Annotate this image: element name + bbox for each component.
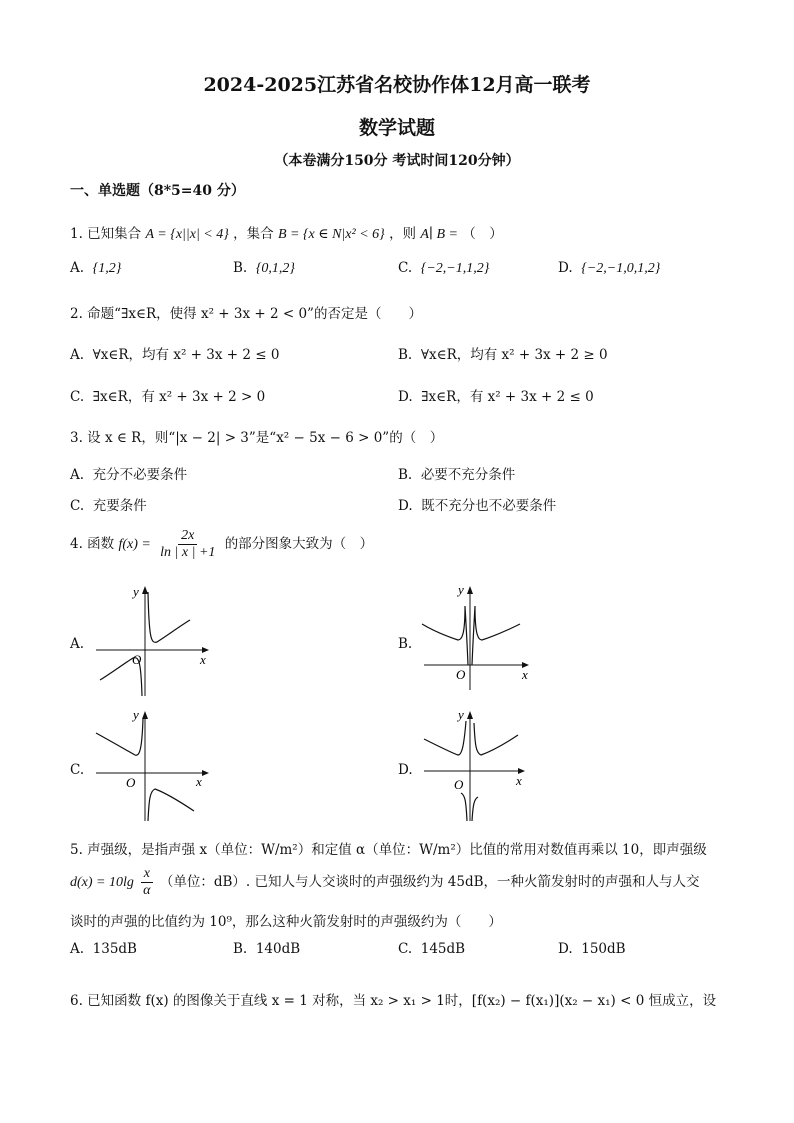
graph-label-a: A. bbox=[70, 636, 85, 652]
question-1 bbox=[70, 222, 503, 243]
q2-option-b: B. ∀x∈R，均有 x² + 3x + 2 ≥ 0 bbox=[398, 347, 608, 363]
graph-b bbox=[418, 580, 548, 700]
q1-set-b: B = {x ∈ N|x² < 6} bbox=[277, 227, 385, 242]
graph-b-x-label: x bbox=[522, 667, 528, 682]
section-heading: 一、单选题（8*5=40 分） bbox=[70, 183, 245, 199]
graph-b-y-label: y bbox=[458, 582, 464, 597]
graph-c-y-arrow bbox=[142, 711, 148, 719]
q5-option-d: D. 150dB bbox=[558, 941, 626, 957]
graph-a-x-label: x bbox=[200, 652, 206, 667]
q1-paren: （ ） bbox=[462, 226, 503, 242]
paper-title: 2024-2025江苏省名校协作体12月高一联考 bbox=[203, 74, 591, 96]
q5-dx: d(x) = 10lg bbox=[70, 875, 134, 890]
graph-c bbox=[90, 705, 220, 825]
graph-d-curve-right bbox=[474, 723, 518, 755]
q3-option-d: D. 既不充分也不必要条件 bbox=[398, 498, 557, 514]
question-5-line-1: 5. 声强级，是指声强 x（单位：W/m²）和定值 α（单位：W/m²）比值的常用对数值再乘以 10，即声强级 bbox=[70, 842, 707, 858]
graph-b-curve-right bbox=[472, 606, 520, 665]
q1-option-b: B. {0,1,2} bbox=[233, 260, 296, 276]
q5-option-c: C. 145dB bbox=[398, 941, 466, 957]
graph-label-b: B. bbox=[398, 636, 413, 652]
graph-c-curve-right bbox=[148, 789, 194, 821]
graph-c-y-label: y bbox=[133, 707, 139, 722]
q4-fraction: $\frac{2x}{\ln | x | +1}$ bbox=[160, 528, 216, 560]
question-6: 6. 已知函数 f(x) 的图像关于直线 x = 1 对称，当 x₂ > x₁ > 1时，[f(x₂) − f(x₁)](x₂ − x₁) < 0 恒成立，设 bbox=[70, 993, 717, 1009]
q2-option-c: C. ∃x∈R，有 x² + 3x + 2 > 0 bbox=[70, 389, 266, 405]
graph-d bbox=[418, 705, 548, 825]
paper-subtitle: 数学试题 bbox=[358, 117, 435, 139]
graph-d-x-label: x bbox=[516, 773, 522, 788]
graph-b-origin: O bbox=[456, 667, 466, 682]
graph-a-y-label: y bbox=[133, 584, 139, 599]
graph-b-curve-left bbox=[422, 606, 468, 665]
q1-mid: ，集合 bbox=[233, 226, 274, 242]
q5-fraction: $\frac{x}{\alpha}$ bbox=[140, 866, 153, 899]
paper-note: （本卷满分150分 考试时间120分钟） bbox=[274, 153, 520, 169]
q3-option-a: A. 充分不必要条件 bbox=[70, 467, 188, 483]
q3-option-b: B. 必要不充分条件 bbox=[398, 467, 516, 483]
question-5-line-2: d(x) = 10lg $\frac{x}{\alpha}$ （单位：dB）. 已知人与人交谈时的声强级约为 45dB，一种火箭发射时的声强和人与人交 bbox=[70, 866, 700, 898]
question-3: 3. 设 x ∈ R，则“|x − 2| > 3”是“x² − 5x − 6 > 0”的（ ） bbox=[70, 430, 444, 446]
q1-tail: ，则 bbox=[389, 226, 417, 242]
graph-c-origin: O bbox=[126, 775, 136, 790]
q2-option-a: A. ∀x∈R，均有 x² + 3x + 2 ≤ 0 bbox=[70, 347, 280, 363]
q1-option-c: C. {−2,−1,1,2} bbox=[398, 260, 490, 276]
q1-set-a: A = {x||x| < 4} bbox=[145, 227, 229, 242]
graph-a-curve-right bbox=[148, 592, 190, 642]
graph-d-curve-right-lower bbox=[472, 797, 478, 821]
graph-label-c: C. bbox=[70, 762, 85, 778]
q3-option-c: C. 充要条件 bbox=[70, 498, 147, 514]
question-2: 2. 命题“∃x∈R，使得 x² + 3x + 2 < 0”的否定是（ ） bbox=[70, 306, 422, 322]
question-5-line-3: 谈时的声强的比值约为 10⁹，那么这种火箭发射时的声强级约为（ ） bbox=[70, 914, 502, 930]
graph-a-origin: O bbox=[132, 652, 142, 667]
graph-c-curve-left bbox=[96, 719, 143, 755]
q1-option-a: A. {1,2} bbox=[70, 260, 122, 276]
q1-lead: 1. 已知集合 bbox=[70, 226, 142, 242]
graph-a bbox=[90, 580, 220, 700]
graph-d-origin: O bbox=[454, 777, 464, 792]
q1-option-d: D. {−2,−1,0,1,2} bbox=[558, 260, 661, 276]
graph-label-d: D. bbox=[398, 762, 413, 778]
graph-b-y-arrow bbox=[467, 586, 473, 594]
question-4: 4. 函数 f(x) = $\frac{2x}{\ln | x | +1}$ 的部分图象大致为（ ） bbox=[70, 528, 374, 560]
q5-option-b: B. 140dB bbox=[233, 941, 301, 957]
graph-d-curve-left bbox=[424, 721, 466, 755]
q2-option-d: D. ∃x∈R，有 x² + 3x + 2 ≤ 0 bbox=[398, 389, 594, 405]
graph-d-curve-left-lower bbox=[461, 793, 467, 821]
graph-d-y-label: y bbox=[458, 707, 464, 722]
graph-c-x-arrow bbox=[202, 770, 209, 776]
graph-c-x-label: x bbox=[196, 774, 202, 789]
q4-fx: f(x) = bbox=[118, 537, 151, 552]
graph-a-y-arrow bbox=[142, 586, 148, 594]
graph-d-y-arrow bbox=[467, 711, 473, 719]
q5-option-a: A. 135dB bbox=[70, 941, 137, 957]
q1-expr: A∣ B = bbox=[420, 227, 458, 242]
